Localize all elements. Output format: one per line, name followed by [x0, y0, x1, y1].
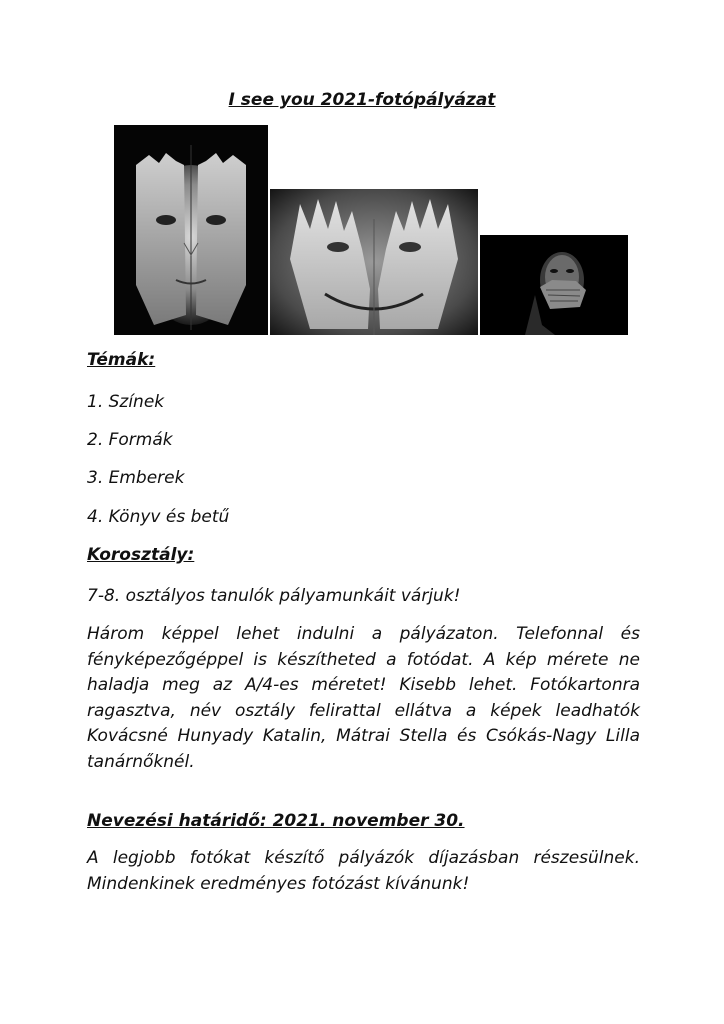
closing-line: Mindenkinek eredményes fotózást kívánunk!: [87, 873, 470, 894]
hands-smile-photo: [270, 189, 478, 335]
rules-paragraph: [87, 622, 640, 775]
age-group-text: 7-8. osztályos tanulók pályamunkáit várjuk!: [87, 586, 461, 606]
page-title: I see you 2021-fotópályázat: [228, 90, 496, 110]
hands-over-eyes-face-image: [114, 125, 268, 335]
theme-item: 3. Emberek: [87, 468, 185, 488]
theme-item: 4. Könyv és betű: [87, 507, 230, 527]
hand-over-mouth-image: [480, 235, 628, 335]
hands-smile-image: [270, 189, 478, 335]
themes-heading: Témák:: [87, 350, 156, 370]
closing-paragraph: [87, 846, 640, 897]
rules-line: tanárnőknél.: [87, 751, 195, 772]
hand-over-mouth-photo: [480, 235, 628, 335]
rules-line: Kovácsné Hunyady Katalin, Mátrai Stella és Csókás-Nagy Lilla: [87, 726, 640, 746]
theme-item: 2. Formák: [87, 430, 173, 450]
age-group-heading: Korosztály:: [87, 545, 195, 565]
hands-over-eyes-face-photo: [114, 125, 268, 335]
deadline-heading: Nevezési határidő: 2021. november 30.: [87, 811, 465, 831]
closing-line: A legjobb fotókat készítő pályázók díjazásban részesülnek.: [87, 848, 640, 868]
theme-item: 1. Színek: [87, 392, 165, 412]
rules-line: fényképezőgéppel is készítheted a fotódat. A kép mérete ne: [87, 649, 640, 670]
rules-line: ragasztva, név osztály felirattal ellátva a képek leadhatók: [87, 700, 640, 721]
rules-line: haladja meg az A/4-es méretet! Kisebb lehet. Fotókartonra: [87, 675, 640, 695]
rules-line: Három képpel lehet indulni a pályázaton. Telefonnal és: [87, 624, 640, 644]
